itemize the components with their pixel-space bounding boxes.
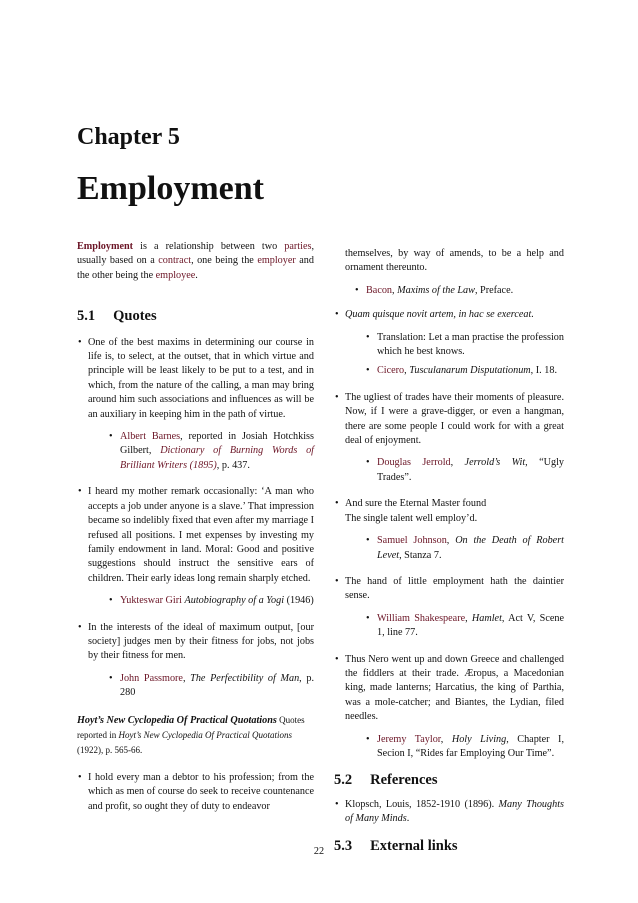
quote-source: • Albert Barnes, reported in Josiah Hotchkiss Gilbert, Dictionary of Burning Words of Brilliant Writers (1895), p. 437.: [108, 430, 314, 473]
quote-translation: • Translation: Let a man practise the profession which he best knows.: [365, 331, 564, 360]
quote-source: • Yukteswar Giri Autobiography of a Yogi (1946): [108, 594, 314, 608]
work-title: Hamlet: [471, 612, 502, 624]
quote-item: [77, 621, 314, 701]
quote-source-list: [365, 612, 564, 641]
quote-item: [334, 653, 564, 762]
quote-item: [77, 771, 314, 814]
quote-text: The ugliest of trades have their moments of pleasure. Now, if I were a grave-digger, or even a hangman, there are some people I could work for with a great deal of enjoyment.: [345, 391, 564, 447]
work-title: Many Thoughts of Many Minds: [345, 798, 565, 825]
quote-source: • William Shakespeare, Hamlet, Act V, Scene 1, line 77.: [365, 612, 564, 641]
quote-source: • Bacon, Maxims of the Law, Preface.: [354, 284, 564, 298]
quote-source-list: [108, 430, 314, 473]
quote-source-list: [365, 733, 564, 762]
author-link[interactable]: Yukteswar Giri: [120, 595, 182, 607]
quote-source-list: [108, 672, 314, 701]
quote-item: [77, 485, 314, 608]
work-title: Tusculanarum Disputationum: [409, 365, 531, 377]
work-title: Maxims of the Law: [397, 284, 475, 296]
section-number: 5.1: [77, 308, 96, 325]
quote-source: • Cicero, Tusculanarum Disputationum, I. 18.: [365, 364, 564, 378]
quote-source: • John Passmore, The Perfectibility of Man, p. 280: [108, 672, 314, 701]
quote-line: The single talent well employ’d.: [345, 512, 478, 524]
quote-source: • Jeremy Taylor, Holy Living, Chapter I, Secion I, “Rides far Employing Our Time”.: [365, 733, 564, 762]
quotes-list-left-2: [77, 771, 314, 814]
intro-paragraph: Employment is a relationship between two parties, usually based on a contract, one being the employer and the other being the employee.: [77, 241, 314, 281]
quote-source-list: [108, 594, 314, 608]
author-link[interactable]: Albert Barnes: [120, 431, 181, 443]
quote-text: I heard my mother remark occasionally: ‘A man who accepts a job under anyone is a slave.’ That impression became so indelibly fixed that even after my marriage I refused all positions. I met expenses by investing my family endowment in land. Moral: Good and positive suggestions should instruct the sensitive ears of children. Their early ideas long remain sharply etched.: [88, 486, 315, 584]
quote-item: [77, 336, 314, 474]
section-number: 5.2: [334, 772, 353, 789]
quotes-list-left: [77, 336, 314, 701]
section-number: 5.3: [334, 837, 353, 854]
section-references-heading: [334, 773, 564, 787]
contract-link[interactable]: contract: [158, 255, 192, 267]
quote-item: [334, 575, 564, 641]
quotes-list-right: [334, 308, 564, 761]
right-column: [334, 247, 564, 853]
author-link[interactable]: Samuel Johnson: [377, 535, 447, 547]
section-title: External links: [370, 837, 458, 854]
work-title: Holy Living: [451, 733, 507, 745]
page-number: 22: [313, 846, 325, 857]
author-link[interactable]: Bacon: [366, 284, 393, 296]
quote-source: • Douglas Jerrold, Jerrold’s Wit, “Ugly Trades”.: [365, 456, 564, 485]
quote-text: In the interests of the ideal of maximum output, [our society] judges men by their fitness for jobs, not jobs by their fitness for men.: [88, 621, 314, 662]
quote-line: And sure the Eternal Master found: [345, 498, 487, 510]
references-list: [334, 798, 564, 827]
employment-link[interactable]: Employment: [77, 241, 134, 252]
author-link[interactable]: Douglas Jerrold: [377, 457, 451, 469]
author-link[interactable]: Jeremy Taylor: [377, 733, 441, 745]
author-link[interactable]: John Passmore: [120, 672, 183, 684]
reference-item: • Klopsch, Louis, 1852-1910 (1896). Many Thoughts of Many Minds.: [334, 798, 564, 827]
quote-source-list: [365, 456, 564, 485]
section-title: References: [370, 772, 438, 789]
section-quotes-heading: [77, 309, 314, 323]
work-title: Autobiography of a Yogi: [184, 595, 285, 607]
work-title: Jerrold’s Wit: [464, 457, 526, 469]
hoyt-citation: Hoyt’s New Cyclopedia Of Practical Quotations Quotes reported in Hoyt’s New Cyclopedia Of Practical Quotations (1922), p. 565-66.: [77, 714, 305, 756]
author-link[interactable]: William Shakespeare: [377, 612, 466, 624]
parties-link[interactable]: parties: [284, 241, 312, 252]
chapter-label: Chapter 5: [77, 124, 180, 150]
quote-source-list: [365, 534, 564, 563]
quote-source: • Samuel Johnson, On the Death of Robert Levet, Stanza 7.: [365, 534, 564, 563]
section-title: Quotes: [113, 308, 157, 325]
quote-text: Quam quisque novit artem, in hac se exerceat.: [345, 309, 534, 321]
employee-link[interactable]: employee: [155, 269, 196, 281]
hoyt-title: Hoyt’s New Cyclopedia Of Practical Quotations: [77, 714, 277, 726]
quote-item: [334, 308, 564, 379]
quote-text: The hand of little employment hath the daintier sense.: [345, 575, 564, 602]
author-link[interactable]: Cicero: [377, 365, 405, 377]
quote-text: Thus Nero went up and down Greece and challenged the fiddlers at their trade. Æropus, a Macedonian king, made lanterns; Harcatius, the king of Parthia, was a mole-catcher; and Biantes, the Lydian, filed needles.: [345, 653, 564, 723]
quote-item: [334, 391, 564, 485]
work-title: On the Death of Robert Levet: [377, 535, 564, 561]
quote-source-list: [354, 284, 564, 298]
employer-link[interactable]: employer: [257, 255, 296, 267]
quote-text: One of the best maxims in determining our course in life is, to select, at the outset, that in which virtue and principle will be least likely to be put to a test, and in which, from the nature of the calling, a man may bring around him such associations and influences as will be an auxiliary in keeping him in the path of virtue.: [88, 336, 314, 420]
quote-continuation: themselves, by way of amends, to be a help and ornament thereunto.: [345, 248, 564, 274]
quote-text: I hold every man a debtor to his profession; from the which as men of course do seek to receive countenance and profit, so ought they of duty to endeavor: [88, 771, 314, 812]
left-column: [77, 240, 314, 826]
quote-item: [334, 497, 564, 563]
work-link[interactable]: Dictionary of Burning Words of Brilliant Writers (1895): [120, 445, 315, 471]
chapter-title: Employment: [77, 170, 264, 207]
quote-source-list: [365, 331, 564, 379]
work-title: The Perfectibility of Man: [190, 672, 300, 684]
